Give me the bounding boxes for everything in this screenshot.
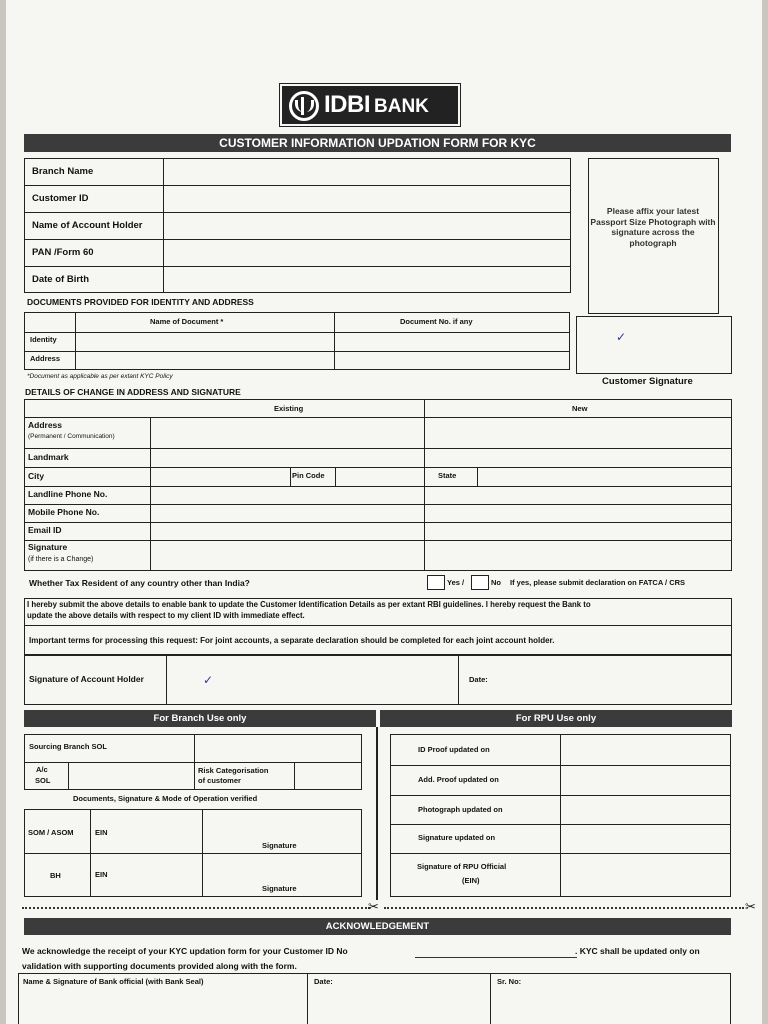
declaration-line-1: I hereby submit the above details to enable bank to update the Customer Identification Details as per extant RBI guidelines. I hereby request the Bank to [27, 600, 591, 609]
address-label: Address [28, 420, 63, 430]
form-title: CUSTOMER INFORMATION UPDATION FORM FOR KYC [24, 134, 731, 152]
mobile-label: Mobile Phone No. [28, 507, 100, 517]
declaration-line-2: update the above details with respect to my client ID with immediate effect. [27, 611, 305, 620]
sol-label: SOL [35, 776, 51, 785]
signature-sub-label: (if there is a Change) [28, 556, 94, 563]
verified-label: Documents, Signature & Mode of Operation verified [73, 794, 258, 803]
identity-label: Identity [30, 335, 57, 344]
rpu-ein-label: (EIN) [462, 876, 480, 885]
fatca-note: If yes, please submit declaration on FATCA / CRS [510, 578, 686, 587]
ack-line-1b: . KYC shall be updated only on [575, 946, 700, 956]
sign-date-label: Date: [469, 675, 488, 684]
tax-yes-label: Yes / [447, 578, 465, 587]
bh-ein-label: EIN [95, 870, 108, 879]
photograph-label: Photograph updated on [418, 805, 503, 814]
rpu-official-label: Signature of RPU Official [417, 862, 507, 871]
doc-name-header: Name of Document * [150, 317, 224, 326]
tax-no-checkbox[interactable] [471, 575, 489, 590]
ack-line-1a: We acknowledge the receipt of your KYC updation form for your Customer ID No [22, 946, 348, 956]
customer-id-field[interactable] [165, 187, 569, 211]
customer-signature-box[interactable] [576, 316, 732, 374]
tax-yes-checkbox[interactable] [427, 575, 445, 590]
city-label: City [28, 471, 45, 481]
idbi-bank-logo [282, 86, 458, 124]
docs-footnote: *Document as applicable as per extant KYC Policy [27, 373, 173, 380]
landmark-label: Landmark [28, 452, 69, 462]
account-holder-label: Name of Account Holder [32, 220, 143, 231]
address-doc-label: Address [30, 354, 61, 363]
ack-date-label: Date: [314, 977, 333, 986]
scissors-icon: ✂ [368, 899, 379, 914]
account-holder-signature-label: Signature of Account Holder [29, 674, 144, 684]
acknowledgement-title: ACKNOWLEDGEMENT [24, 918, 731, 935]
logo-idbi-text: IDBI [324, 91, 370, 118]
som-asom-label: SOM / ASOM [28, 828, 74, 837]
change-heading: DETAILS OF CHANGE IN ADDRESS AND SIGNATURE [25, 387, 241, 397]
scissors-icon-right: ✂ [745, 899, 756, 914]
id-proof-label: ID Proof updated on [418, 745, 490, 754]
customer-id-blank[interactable] [415, 957, 577, 958]
address-sub-label: (Permanent / Communication) [28, 433, 115, 440]
landline-label: Landline Phone No. [28, 489, 108, 499]
pin-code-label: Pin Code [292, 471, 325, 480]
dob-label: Date of Birth [32, 274, 89, 285]
signature-updated-label: Signature updated on [418, 833, 496, 842]
ack-official-label: Name & Signature of Bank official (with Bank Seal) [23, 977, 204, 986]
photo-instructions: Please affix your latest Passport Size Photograph with signature across the photograph [590, 206, 716, 248]
cut-line [22, 907, 370, 909]
account-holder-field[interactable] [165, 214, 569, 238]
customer-signature-label: Customer Signature [602, 376, 693, 387]
sourcing-branch-label: Sourcing Branch SOL [29, 742, 107, 751]
idbi-emblem-icon [289, 91, 319, 121]
branch-use-title: For Branch Use only [24, 710, 376, 727]
docs-heading: DOCUMENTS PROVIDED FOR IDENTITY AND ADDRESS [27, 297, 254, 307]
som-signature-label: Signature [262, 841, 297, 850]
pan-label: PAN /Form 60 [32, 247, 94, 258]
bh-signature-label: Signature [262, 884, 297, 893]
branch-name-field[interactable] [165, 160, 569, 184]
risk-label-2: of customer [198, 776, 241, 785]
tax-no-label: No [491, 578, 501, 587]
add-proof-label: Add. Proof updated on [418, 775, 499, 784]
ack-serial-label: Sr. No: [497, 977, 522, 986]
signature-mark-icon: ✓ [616, 330, 627, 344]
som-ein-label: EIN [95, 828, 108, 837]
ack-line-2: validation with supporting documents provided along with the form. [22, 961, 297, 971]
signature-label: Signature [28, 542, 68, 552]
branch-name-label: Branch Name [32, 166, 94, 177]
existing-header: Existing [274, 404, 304, 413]
docs-table [24, 312, 570, 370]
change-table [24, 399, 732, 571]
pan-field[interactable] [165, 241, 569, 265]
rpu-use-title: For RPU Use only [380, 710, 732, 727]
doc-no-header: Document No. if any [400, 317, 473, 326]
customer-id-label: Customer ID [32, 193, 89, 204]
cut-line-right [384, 907, 744, 909]
bh-label: BH [50, 871, 61, 880]
ac-label: A/c [36, 765, 48, 774]
new-header: New [572, 404, 588, 413]
signature-tick-icon: ✓ [203, 673, 214, 687]
email-label: Email ID [28, 525, 62, 535]
state-label: State [438, 471, 457, 480]
dob-field[interactable] [165, 268, 569, 292]
joint-account-terms: Important terms for processing this request: For joint accounts, a separate declaration should be completed for each joint account holder. [29, 636, 555, 645]
risk-label-1: Risk Categorisation [198, 766, 269, 775]
tax-question: Whether Tax Resident of any country other than India? [29, 578, 250, 588]
logo-bank-text: BANK [374, 96, 429, 117]
